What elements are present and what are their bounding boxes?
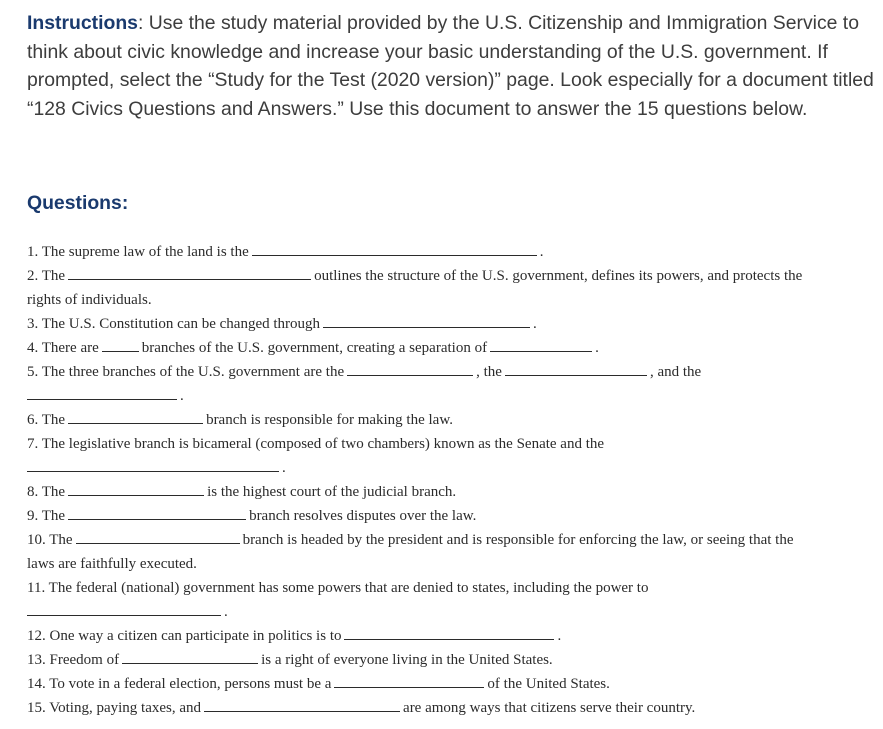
instructions-label: Instructions (27, 12, 138, 34)
instructions-paragraph (27, 9, 877, 124)
answer-blank[interactable] (344, 624, 554, 640)
question-12: 12. One way a citizen can participate in politics is to . (27, 624, 872, 648)
answer-blank[interactable] (27, 600, 221, 616)
questions-list (27, 240, 872, 720)
question-6: 6. The branch is responsible for making the law. (27, 408, 872, 432)
answer-blank[interactable] (102, 336, 139, 352)
answer-blank[interactable] (27, 456, 279, 472)
question-7-continued: . (27, 456, 872, 480)
answer-blank[interactable] (323, 312, 530, 328)
answer-blank[interactable] (204, 696, 400, 712)
answer-blank[interactable] (27, 384, 177, 400)
answer-blank[interactable] (347, 360, 473, 376)
answer-blank[interactable] (76, 528, 240, 544)
question-2-continued: rights of individuals. (27, 292, 152, 308)
answer-blank[interactable] (122, 648, 258, 664)
answer-blank[interactable] (334, 672, 484, 688)
question-2: 2. The outlines the structure of the U.S. government, defines its powers, and protects the (27, 264, 872, 288)
answer-blank[interactable] (505, 360, 647, 376)
answer-blank[interactable] (68, 408, 203, 424)
question-10: 10. The branch is headed by the president and is responsible for enforcing the law, or seeing that the (27, 528, 872, 552)
question-11-continued: . (27, 600, 872, 624)
question-5-continued: . (27, 384, 872, 408)
answer-blank[interactable] (68, 264, 311, 280)
question-15: 15. Voting, paying taxes, and are among ways that citizens serve their country. (27, 696, 872, 720)
questions-heading: Questions: (27, 192, 129, 214)
question-11: 11. The federal (national) government has some powers that are denied to states, including the power to (27, 580, 649, 596)
question-8: 8. The is the highest court of the judicial branch. (27, 480, 872, 504)
question-5: 5. The three branches of the U.S. government are the , the , and the (27, 360, 872, 384)
answer-blank[interactable] (68, 504, 246, 520)
answer-blank[interactable] (68, 480, 204, 496)
question-13: 13. Freedom of is a right of everyone living in the United States. (27, 648, 872, 672)
question-4: 4. There are branches of the U.S. government, creating a separation of . (27, 336, 872, 360)
answer-blank[interactable] (490, 336, 592, 352)
question-10-continued: laws are faithfully executed. (27, 556, 197, 572)
answer-blank[interactable] (252, 240, 537, 256)
question-3: 3. The U.S. Constitution can be changed through . (27, 312, 872, 336)
instructions-text: : Use the study material provided by the U.S. Citizenship and Immigration Service to think about civic knowledge and increase your basic understanding of the U.S. government. If prompted, select the “Study for the Test (2020 version)” page. Look especially for a document titled “128 Civics Questions and Answers.” Use this document to answer the 15 questions below. (27, 12, 874, 121)
question-9: 9. The branch resolves disputes over the law. (27, 504, 872, 528)
question-7: 7. The legislative branch is bicameral (composed of two chambers) known as the Senate and the (27, 436, 605, 452)
question-14: 14. To vote in a federal election, persons must be a of the United States. (27, 672, 872, 696)
question-1: 1. The supreme law of the land is the . (27, 240, 872, 264)
